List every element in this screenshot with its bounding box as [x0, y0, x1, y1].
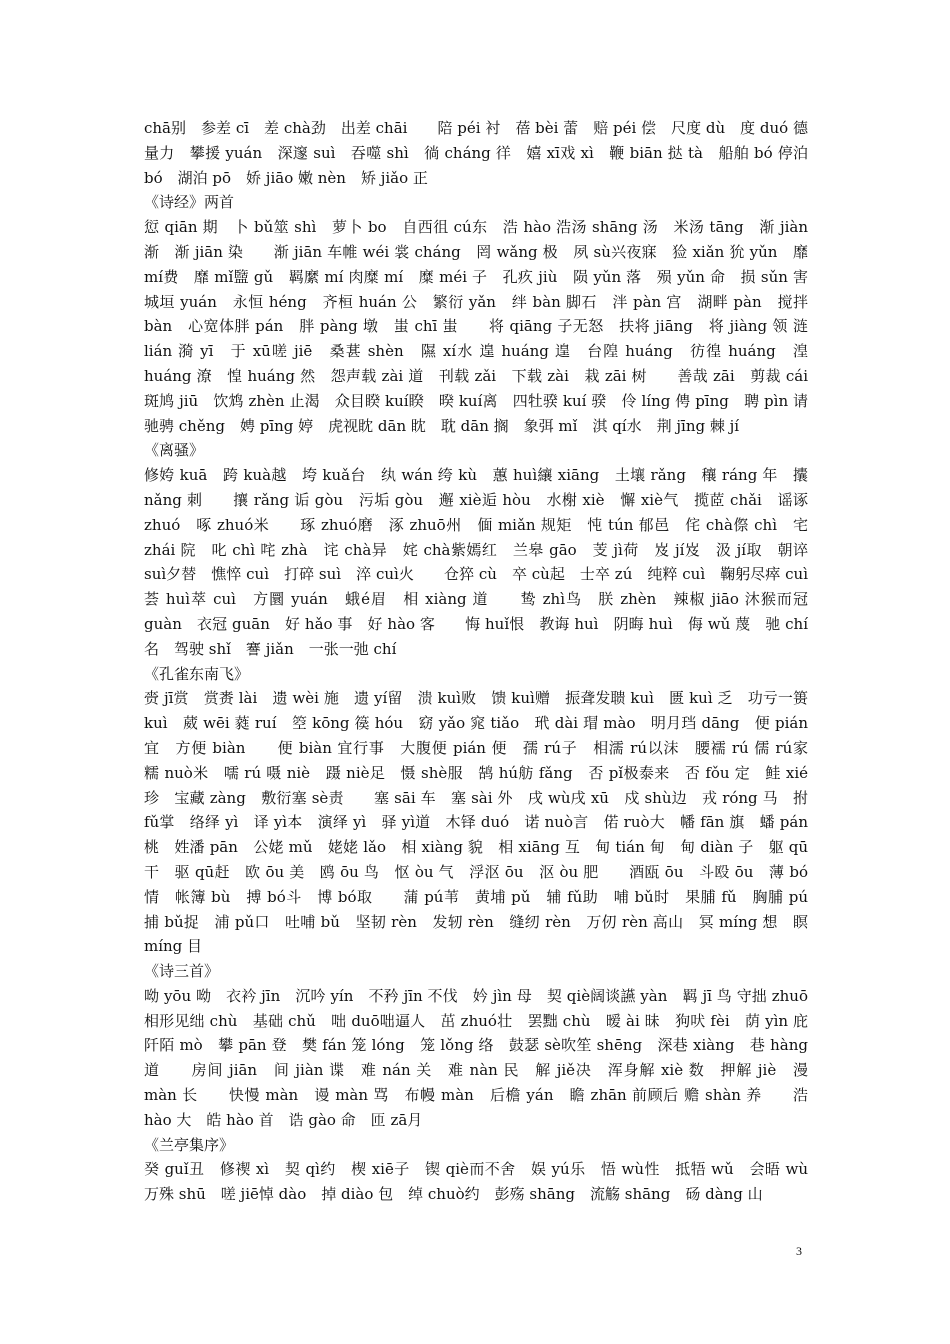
section-title: 《诗经》两首 — [144, 193, 235, 212]
section-title: 《离骚》 — [144, 441, 205, 460]
section-title: 《孔雀东南飞》 — [144, 664, 250, 683]
paragraph-text: 赍 jī赏 赏赉 lài 遗 wèi 施 遗 yí留 溃 kuì败 馈 kuì赠 振聋发聩 kuì 匮 kuì 乏 功亏一篑 kuì 葳 wēi 蕤 ruí 箜 kōng 篌 hóu 窈 yǎo 窕 tiǎo 玳 dài 瑁 mào 明月珰 dāng 便 pián 宜 方便 biàn 便 biàn 宜行事 大腹便 pián 便 孺 rú子 相濡 rú以沫 腰襦 rú 儒 rú家 糯 nuò米 嚅 rú 嗫 niè 蹑 niè足 慑 shè服 鹄 hú舫 fǎng 否 pǐ极泰来 否 fǒu 定 鲑 xié珍 宝藏 zàng 敷衍塞 sè责 塞 sāi 车 塞 sài 外 戌 wù戌 xū 戍 shù边 戎 róng 马 拊 fǔ掌 络绎 yì 译 yì本 演绎 yì 驿 yì道 木铎 duó 诺 nuò言 偌 ruò大 幡 fān 旗 蟠 pán 桃 姓潘 pān 公姥 mǔ 姥姥 lǎo 相 xiàng 貌 相 xiāng 互 甸 tián 甸 甸 diàn 子 躯 qū干 驱 qū赶 欧 ōu 美 鸥 ōu 鸟 怄 òu 气 浮沤 ōu 沤 òu 肥 酒瓯 ōu 斗殴 ōu 薄 bó情 帐簿 bù 搏 bó斗 博 bó取 蒲 pú苇 黄埔 pǔ 辅 fǔ助 哺 bǔ时 果脯 fǔ 胸脯 pú 捕 bǔ捉 浦 pǔ口 吐哺 bǔ 坚韧 rèn 发轫 rèn 缝纫 rèn 万仞 rèn 高山 冥 míng 想 瞑 míng 目 — [144, 689, 824, 956]
paragraph — [144, 686, 824, 959]
paragraph-text: 修姱 kuā 跨 kuà越 垮 kuǎ台 纨 wán 绔 kù 蕙 huì纕 xiāng 土壤 rǎng 穰 ráng 年 攮 nǎng 刺 攘 rǎng 诟 gòu 污垢 gòu 邂 xiè逅 hòu 水榭 xiè 懈 xiè气 揽茝 chǎi 谣诼 zhuó 啄 zhuó米 琢 zhuó磨 涿 zhuō州 偭 miǎn 规矩 忳 tún 郁邑 侘 chà傺 chì 宅 zhái 院 叱 chì 咤 zhà 诧 chà异 姹 chà紫嫣红 兰皋 gāo 芰 jì荷 岌 jí岌 汲 jí取 朝谇 suì夕替 憔悴 cuì 打碎 suì 淬 cuì火 仓猝 cù 卒 cù起 士卒 zú 纯粹 cuì 鞠躬尽瘁 cuì 荟 huì萃 cuì 方圜 yuán 蛾é眉 相 xiàng 道 鸷 zhì鸟 朕 zhèn 辣椒 jiāo 沐猴而冠 guàn 衣冠 guān 好 hǎo 事 好 hào 客 悔 huǐ恨 教诲 huì 阴晦 huì 侮 wǔ 蔑 驰 chí名 驾驶 shǐ 謇 jiǎn 一张一弛 chí — [144, 466, 824, 658]
paragraph — [144, 1157, 824, 1207]
paragraph-text: chā别 参差 cī 差 chà劲 出差 chāi 陪 péi 衬 蓓 bèi 蕾 赔 péi 偿 尺度 dù 度 duó 德量力 攀援 yuán 深邃 suì 吞噬 shì 徜 cháng 徉 嬉 xī戏 xì 鞭 biān 挞 tà 船舶 bó 停泊 bó 湖泊 pō 娇 jiāo 嫩 nèn 矫 jiǎo 正 — [144, 119, 808, 187]
document-body — [144, 116, 839, 1207]
paragraph-text: 呦 yōu 呦 衣衿 jīn 沉吟 yín 不矜 jīn 不伐 妗 jìn 母 契 qiè阔谈讌 yàn 羁 jī 鸟 守拙 zhuō 相形见绌 chù 基础 chǔ 咄 duō咄逼人 茁 zhuó壮 罢黜 chù 暧 ài 昧 狗吠 fèi 荫 yìn 庇 阡陌 mò 攀 pān 登 樊 fán 笼 lóng 笼 lǒng 络 鼓瑟 sè吹笙 shēng 深巷 xiàng 巷 hàng 道 房间 jiān 间 jiàn 谍 难 nán 关 难 nàn 民 解 jiě决 浑身解 xiè 数 押解 jiè 漫 màn 长 快慢 màn 谩 màn 骂 布幔 màn 后檐 yán 瞻 zhān 前顾后 赡 shàn 养 浩 hào 大 皓 hào 首 诰 gào 命 匝 zā月 — [144, 986, 839, 1129]
paragraph — [144, 116, 808, 190]
section-title: 《兰亭集序》 — [144, 1135, 235, 1154]
paragraph — [144, 984, 839, 1133]
section-title: 《诗三首》 — [144, 962, 220, 981]
page-number: 3 — [796, 1244, 802, 1258]
paragraph-text: 愆 qiān 期 卜 bǔ筮 shì 萝卜 bo 自西徂 cú东 浩 hào 浩汤 shāng 汤 米汤 tāng 渐 jiàn 渐 渐 jiān 染 渐 jiān 车帷 wéi 裳 cháng 罔 wǎng 极 夙 sù兴夜寐 猃 xiǎn 狁 yǔn 靡 mí费 靡 mǐ盬 gǔ 羁縻 mí 肉糜 mí 糜 méi 子 孔疚 jiù 陨 yǔn 落 殒 yǔn 命 损 sǔn 害 城垣 yuán 永恒 héng 齐桓 huán 公 繁衍 yǎn 绊 bàn 脚石 泮 pàn 宫 湖畔 pàn 搅拌 bàn 心宽体胖 pán 胖 pàng 墩 蚩 chī 蚩 将 qiāng 子无怒 扶将 jiāng 将 jiàng 领 涟 lián 漪 yī 于 xū嗟 jiē 桑葚 shèn 隰 xí水 遑 huáng 遑 台隍 huáng 彷徨 huáng 湟 huáng 潦 惶 huáng 然 怨声载 zài 道 刊载 zǎi 下载 zài 栽 zāi 树 善哉 zāi 剪裁 cái 斑鸠 jiū 饮鸩 zhèn 止渴 众目睽 kuí睽 暌 kuí离 四牡骙 kuí 骙 伶 líng 俜 pīng 聘 pìn 请 驰骋 chěng 娉 pīng 婷 虎视眈 dān 眈 耽 dān 搁 象弭 mǐ 淇 qí水 荆 jīng 棘 jí — [144, 218, 824, 435]
paragraph — [144, 215, 824, 438]
paragraph-text: 癸 guǐ丑 修禊 xì 契 qì约 楔 xiē子 锲 qiè而不舍 娱 yú乐 悟 wù性 抵牾 wǔ 会晤 wù 万殊 shū 嗟 jiē悼 dào 掉 diào 包 绰 chuò约 彭殇 shāng 流觞 shāng 砀 dàng 山 — [144, 1160, 824, 1204]
paragraph — [144, 463, 824, 661]
